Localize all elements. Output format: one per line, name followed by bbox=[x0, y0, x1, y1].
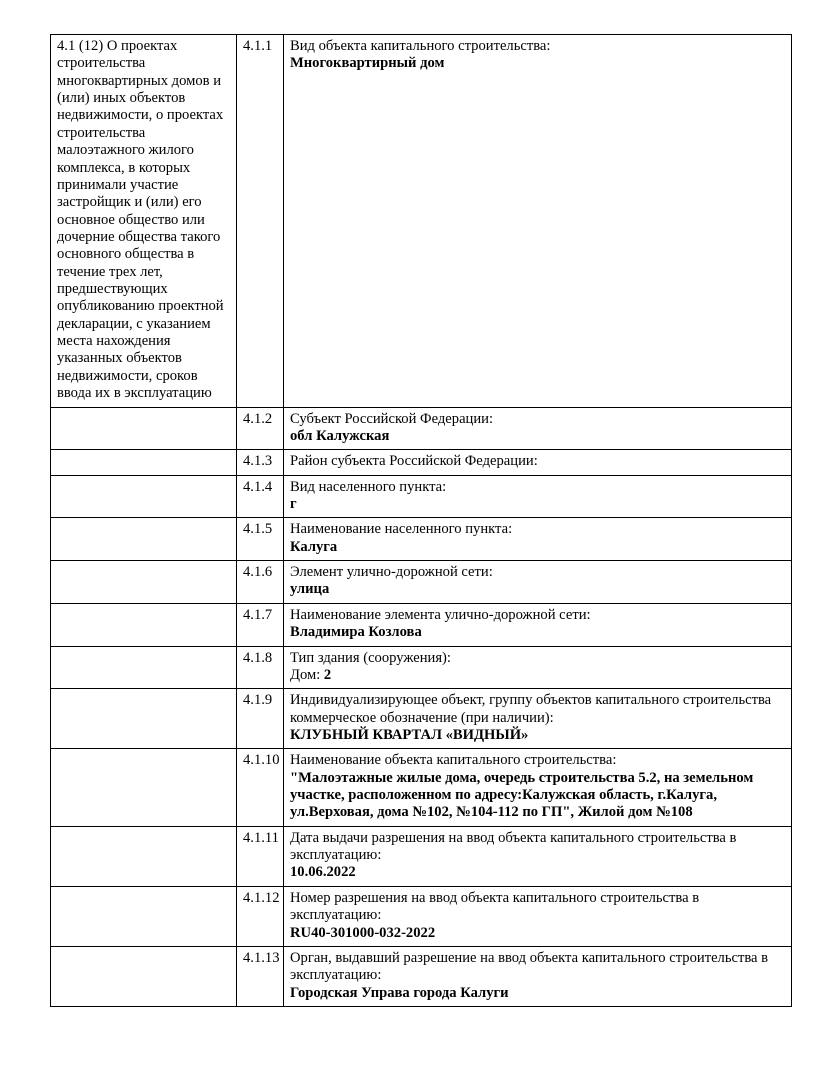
row-label: Наименование объекта капитального строительства: bbox=[290, 752, 617, 769]
table-row bbox=[51, 35, 792, 408]
row-label: Орган, выдавший разрешение на ввод объекта капитального строительства в эксплуатацию: bbox=[290, 949, 769, 984]
declaration-table bbox=[50, 34, 792, 1007]
row-value: г bbox=[290, 495, 297, 512]
row-value: Городская Управа города Калуги bbox=[290, 984, 509, 1001]
row-value: Многоквартирный дом bbox=[290, 55, 445, 72]
empty-title-cell bbox=[51, 450, 237, 475]
row-code: 4.1.8 bbox=[237, 646, 284, 689]
row-value-line bbox=[290, 667, 786, 684]
empty-title-cell bbox=[51, 475, 237, 518]
row-content bbox=[284, 826, 792, 886]
row-content bbox=[284, 689, 792, 749]
row-value-prefix: Дом: bbox=[290, 666, 324, 683]
empty-title-cell bbox=[51, 646, 237, 689]
row-code: 4.1.10 bbox=[237, 749, 284, 826]
table-row bbox=[51, 749, 792, 826]
row-label: Тип здания (сооружения): bbox=[290, 649, 451, 666]
row-label: Вид объекта капитального строительства: bbox=[290, 38, 551, 54]
row-content bbox=[284, 561, 792, 604]
row-content bbox=[284, 886, 792, 946]
row-code: 4.1.12 bbox=[237, 886, 284, 946]
row-label: Наименование элемента улично-дорожной сети: bbox=[290, 606, 591, 623]
empty-title-cell bbox=[51, 946, 237, 1006]
empty-title-cell bbox=[51, 886, 237, 946]
row-value: RU40-301000-032-2022 bbox=[290, 924, 436, 941]
row-code: 4.1.4 bbox=[237, 475, 284, 518]
empty-title-cell bbox=[51, 518, 237, 561]
table-row bbox=[51, 518, 792, 561]
table-row bbox=[51, 689, 792, 749]
row-value: улица bbox=[290, 581, 330, 598]
empty-title-cell bbox=[51, 603, 237, 646]
row-content bbox=[284, 475, 792, 518]
empty-title-cell bbox=[51, 826, 237, 886]
row-label: Наименование населенного пункта: bbox=[290, 521, 513, 538]
row-label: Элемент улично-дорожной сети: bbox=[290, 564, 493, 581]
table-row bbox=[51, 475, 792, 518]
row-content bbox=[284, 749, 792, 826]
empty-title-cell bbox=[51, 407, 237, 450]
row-label: Субъект Российской Федерации: bbox=[290, 410, 494, 427]
row-label: Район субъекта Российской Федерации: bbox=[290, 453, 538, 470]
row-content bbox=[284, 646, 792, 689]
row-value: КЛУБНЫЙ КВАРТАЛ «ВИДНЫЙ» bbox=[290, 726, 529, 743]
row-label: Индивидуализирующее объект, группу объектов капитального строительства коммерческое обозначение (при наличии): bbox=[290, 692, 772, 726]
row-content bbox=[284, 518, 792, 561]
table-row bbox=[51, 561, 792, 604]
table-row bbox=[51, 603, 792, 646]
table-row bbox=[51, 886, 792, 946]
row-content bbox=[284, 450, 792, 475]
row-content bbox=[284, 946, 792, 1006]
empty-title-cell bbox=[51, 561, 237, 604]
section-title-cell: 4.1 (12) О проектах строительства многоквартирных домов и (или) иных объектов недвижимости, о проектах строительства малоэтажного жилого комплекса, в которых принимали участие застройщик и (или) его основное общество или дочерние общества такого основного общества в течение трех лет, предшествующих опубликованию проектной декларации, с указанием места нахождения указанных объектов недвижимости, сроков ввода их в эксплуатацию bbox=[51, 35, 237, 408]
row-value: 10.06.2022 bbox=[290, 864, 356, 881]
row-code: 4.1.13 bbox=[237, 946, 284, 1006]
row-value: 2 bbox=[323, 666, 332, 683]
table-row bbox=[51, 646, 792, 689]
row-code: 4.1.6 bbox=[237, 561, 284, 604]
row-content bbox=[284, 407, 792, 450]
row-code: 4.1.2 bbox=[237, 407, 284, 450]
row-code: 4.1.11 bbox=[237, 826, 284, 886]
row-content bbox=[284, 35, 792, 408]
row-content bbox=[284, 603, 792, 646]
empty-title-cell bbox=[51, 689, 237, 749]
row-label: Дата выдачи разрешения на ввод объекта капитального строительства в эксплуатацию: bbox=[290, 829, 737, 864]
table-row bbox=[51, 946, 792, 1006]
row-code: 4.1.9 bbox=[237, 689, 284, 749]
row-value: обл Калужская bbox=[290, 427, 390, 444]
row-code: 4.1.5 bbox=[237, 518, 284, 561]
table-row bbox=[51, 407, 792, 450]
row-code: 4.1.3 bbox=[237, 450, 284, 475]
table-row bbox=[51, 826, 792, 886]
row-code: 4.1.7 bbox=[237, 603, 284, 646]
row-code: 4.1.1 bbox=[237, 35, 284, 408]
empty-title-cell bbox=[51, 749, 237, 826]
table-row bbox=[51, 450, 792, 475]
row-value: Калуга bbox=[290, 538, 338, 555]
row-value: Владимира Козлова bbox=[290, 624, 422, 641]
row-label: Вид населенного пункта: bbox=[290, 478, 447, 495]
row-label: Номер разрешения на ввод объекта капитального строительства в эксплуатацию: bbox=[290, 889, 700, 924]
row-value: "Малоэтажные жилые дома, очередь строительства 5.2, на земельном участке, расположенном по адресу:Калужская область, г.Калуга, ул.Верховая, дома №102, №104-112 по ГП", Жилой дом №108 bbox=[290, 769, 754, 821]
